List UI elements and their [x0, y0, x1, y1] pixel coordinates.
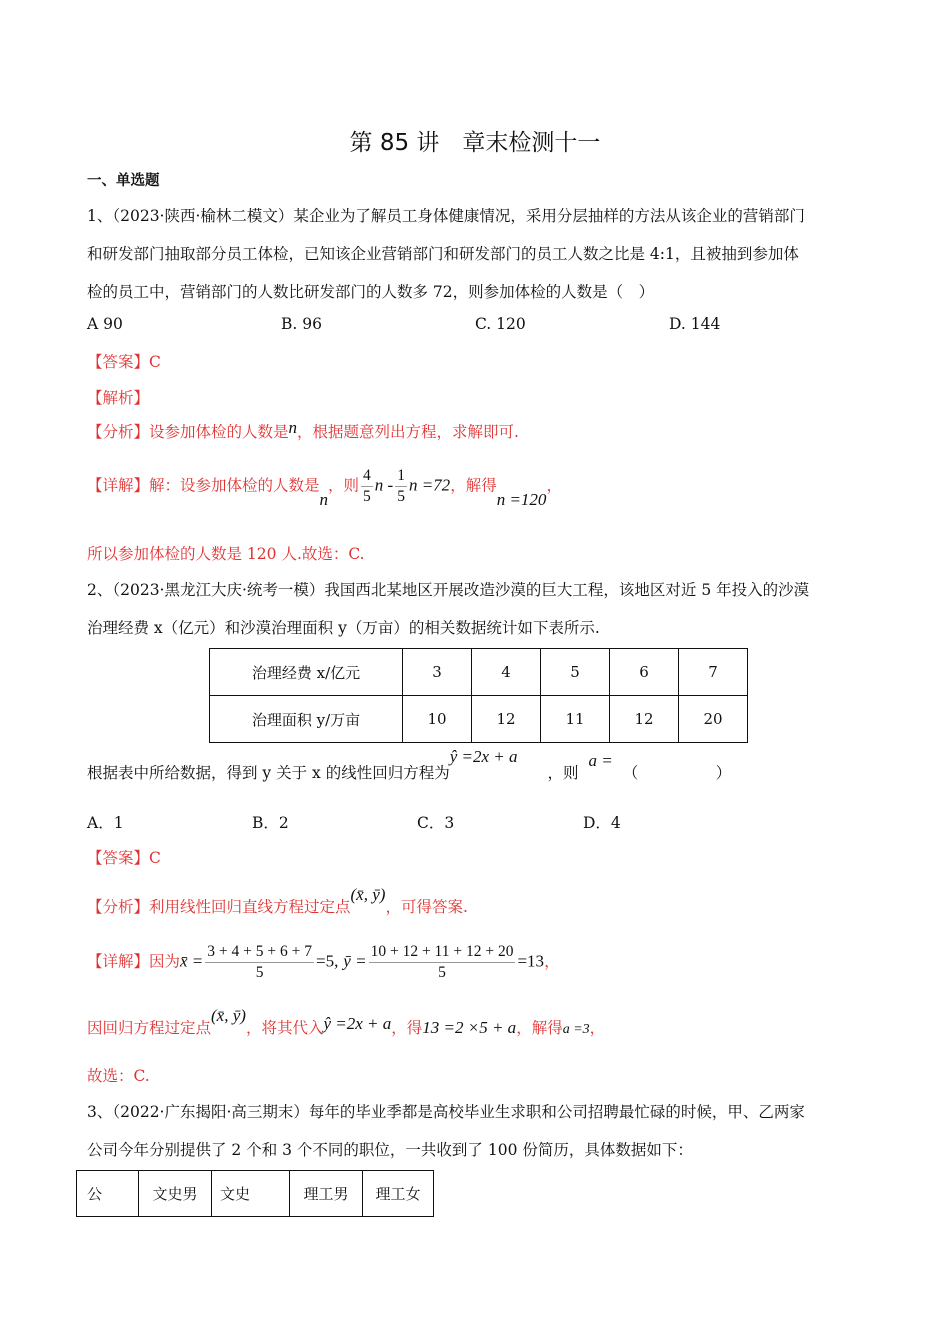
q2-line: 2、（2023·黑龙江大庆·统考一模）我国西北某地区开展改造沙漠的巨大工程，该地区对近 5 年投入的沙漠: [87, 581, 810, 599]
q3-line: 3、（2022·广东揭阳·高三期末）每年的毕业季都是高校毕业生求职和公司招聘最忙碌的时候，甲、乙两家: [87, 1103, 805, 1121]
q2-line: 治理经费 x（亿元）和沙漠治理面积 y（万亩）的相关数据统计如下表所示.: [87, 619, 600, 637]
q2-detail: 【详解】因为x̄ = $\frac{3 + 4 + 5 + 6 + 7}{5}$ =5, ȳ = $\frac{10 + 12 + 11 + 12 + 20}{5}$ =13，: [87, 943, 560, 981]
q2-data-table: 治理经费 x/亿元 3 4 5 6 7 治理面积 y/万亩 10 12 11 12 20: [209, 648, 748, 743]
q2-analysis: 【分析】利用线性回归直线方程过定点(x̄, ȳ)，可得答案.: [87, 885, 468, 916]
page-title: 第 85 讲 章末检测十一: [349, 130, 601, 156]
q2-answer: 【答案】C: [87, 849, 161, 867]
q1-detail: 【详解】解：设参加体检的人数是n，则 $\frac{4}{5}$ n - $\frac{1}{5}$ n =72，解得n =120，: [87, 467, 562, 509]
q1-analysis: 【分析】设参加体检的人数是n，根据题意列出方程，求解即可.: [87, 418, 519, 441]
q2-detail-line2: 因回归方程过定点(x̄, ȳ)，将其代入ŷ =2x + a，得13 =2 ×5 + a，解得a =3，: [87, 1006, 606, 1037]
q2-option-d: D．4: [583, 814, 621, 832]
q2-option-b: B．2: [252, 814, 289, 832]
q2-conclusion: 故选：C.: [87, 1067, 150, 1085]
q1-answer: 【答案】C: [87, 353, 161, 371]
q1-line: 1、（2023·陕西·榆林二模文）某企业为了解员工身体健康情况，采用分层抽样的方法从该企业的营销部门: [87, 207, 805, 225]
q1-option-c: C. 120: [475, 315, 526, 333]
q2-option-c: C．3: [417, 814, 455, 832]
q2-stem: 根据表中所给数据，得到 y 关于 x 的线性回归方程为ŷ =2x + a，则a =（ ）: [87, 747, 732, 782]
q3-data-table: 公 文史男 文史 理工男 理工女: [76, 1170, 434, 1217]
q2-option-a: A．1: [87, 814, 124, 832]
q1-line: 检的员工中，营销部门的人数比研发部门的人数多 72，则参加体检的人数是（ ）: [87, 283, 655, 301]
q1-option-d: D. 144: [669, 315, 721, 333]
q1-option-b: B. 96: [281, 315, 322, 333]
q1-conclusion: 所以参加体检的人数是 120 人.故选：C.: [87, 545, 365, 563]
q1-option-a: A 90: [87, 315, 123, 333]
q3-line: 公司今年分别提供了 2 个和 3 个不同的职位，一共收到了 100 份简历，具体数据如下：: [87, 1141, 693, 1159]
q1-line: 和研发部门抽取部分员工体检，已知该企业营销部门和研发部门的员工人数之比是 4:1，且被抽到参加体: [87, 245, 799, 263]
q1-jiexi: 【解析】: [87, 389, 150, 407]
section-heading: 一、单选题: [87, 173, 160, 189]
